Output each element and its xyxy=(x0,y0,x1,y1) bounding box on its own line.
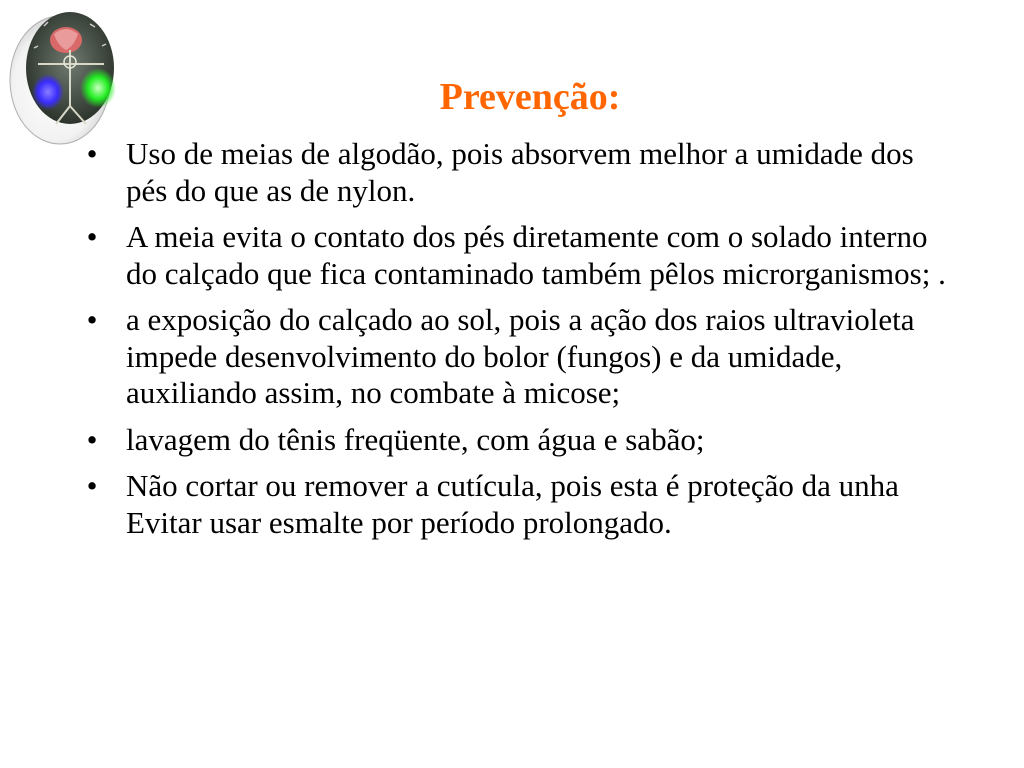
list-item xyxy=(82,136,962,209)
vitruvian-globe-logo-icon xyxy=(4,6,122,146)
list-item xyxy=(82,219,962,292)
bullet-icon: • xyxy=(86,136,98,171)
bullet-icon: • xyxy=(86,421,98,457)
bullet-text: A meia evita o contato dos pés diretamente com o solado interno do calçado que fica contaminado também pêlos microrganismos; . xyxy=(126,219,946,291)
bullet-icon: • xyxy=(86,302,98,337)
bullet-text: a exposição do calçado ao sol, pois a ação dos raios ultravioleta impede desenvolvimento do bolor (fungos) e da umidade, auxiliando assim, no combate à micose; xyxy=(126,302,915,410)
bullet-text: lavagem do tênis freqüente, com água e sabão; xyxy=(126,421,705,457)
bullet-icon: • xyxy=(86,468,98,503)
list-item xyxy=(82,422,962,459)
bullet-list xyxy=(82,136,962,551)
list-item xyxy=(82,468,962,541)
bullet-icon: • xyxy=(86,219,98,254)
list-item xyxy=(82,302,962,412)
bullet-text: Não cortar ou remover a cutícula, pois esta é proteção da unha Evitar usar esmalte por período prolongado. xyxy=(126,468,899,540)
slide-title: Prevenção: xyxy=(439,76,621,118)
bullet-text: Uso de meias de algodão, pois absorvem melhor a umidade dos pés do que as de nylon. xyxy=(126,136,914,208)
